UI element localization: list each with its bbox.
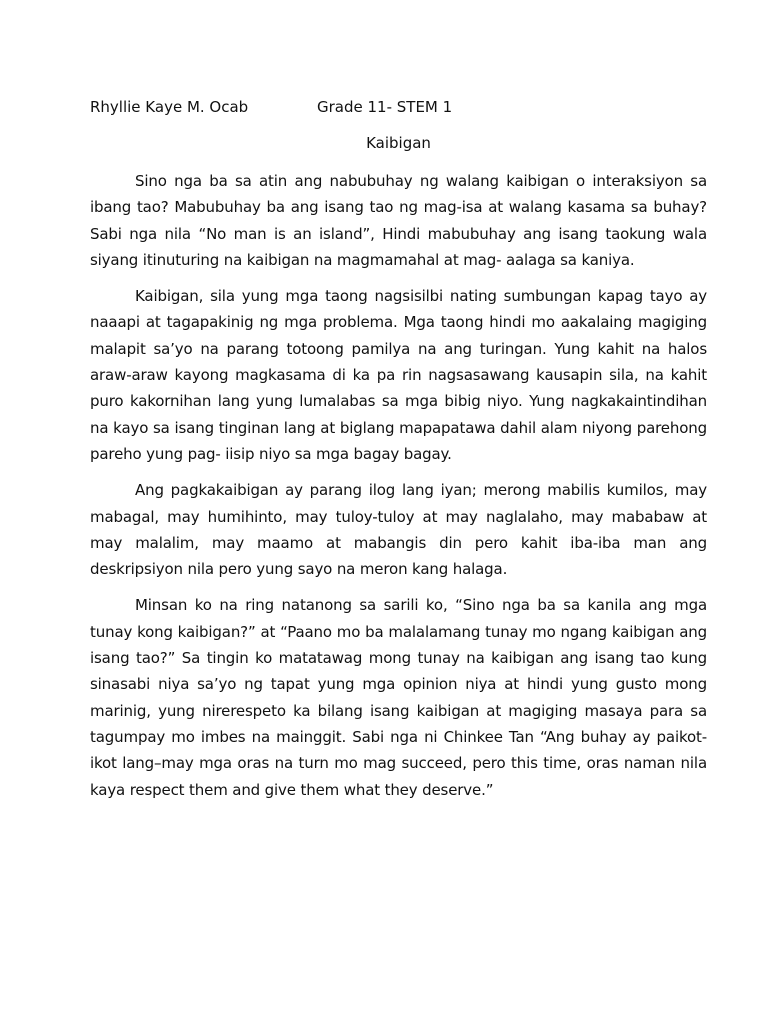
document-page [90, 94, 707, 813]
document-title: Kaibigan [366, 134, 431, 152]
document-header [90, 94, 707, 120]
paragraph-4: Minsan ko na ring natanong sa sarili ko, “Sino nga ba sa kanila ang mga tunay kong kaibigan?” at “Paano mo ba malalamang tunay mo ngang kaibigan ang isang tao?” Sa tingin ko matatawag mong tunay na kaibigan ang isang tao kung sinasabi niya sa’yo ng tapat yung mga opinion niya at hindi yung gusto mong marinig, yung nirerespeto ka bilang isang kaibigan at magiging masaya para sa tagumpay mo imbes na mainggit. Sabi nga ni Chinkee Tan “Ang buhay ay paikot-ikot lang–may mga oras na turn mo mag succeed, pero this time, oras naman nila kaya respect them and give them what they deserve.” [90, 596, 707, 799]
paragraph-1: Sino nga ba sa atin ang nabubuhay ng walang kaibigan o interaksiyon sa ibang tao? Mabubuhay ba ang isang tao ng mag-isa at walang kasama sa buhay? Sabi nga nila “No man is an island”, Hindi mabubuhay ang isang taokung wala siyang itinuturing na kaibigan na magmamahal at mag- aalaga sa kaniya. [90, 172, 707, 269]
paragraph-3: Ang pagkakaibigan ay parang ilog lang iyan; merong mabilis kumilos, may mabagal, may humihinto, may tuloy-tuloy at may naglalaho, may mababaw at may malalim, may maamo at mabangis din pero kahit iba-iba man ang deskripsiyon nila pero yung sayo na meron kang halaga. [90, 481, 707, 579]
grade-section: Grade 11- STEM 1 [317, 98, 453, 116]
paragraph-2: Kaibigan, sila yung mga taong nagsisilbi nating sumbungan kapag tayo ay naaapi at tagapakinig ng mga problema. Mga taong hindi mo aakalaing magiging malapit sa’yo na parang totoong pamilya na ang turingan. Yung kahit na halos araw-araw kayong magkasama di ka pa rin nagsasawang kausapin sila, na kahit puro kakornihan lang yung lumalabas sa mga bibig niyo. Yung nagkakaintindihan na kayo sa isang tinginan lang at biglang mapapatawa dahil alam niyong parehong pareho yung pag- iisip niyo sa mga bagay bagay. [90, 287, 707, 463]
author-name: Rhyllie Kaye M. Ocab [90, 98, 249, 116]
